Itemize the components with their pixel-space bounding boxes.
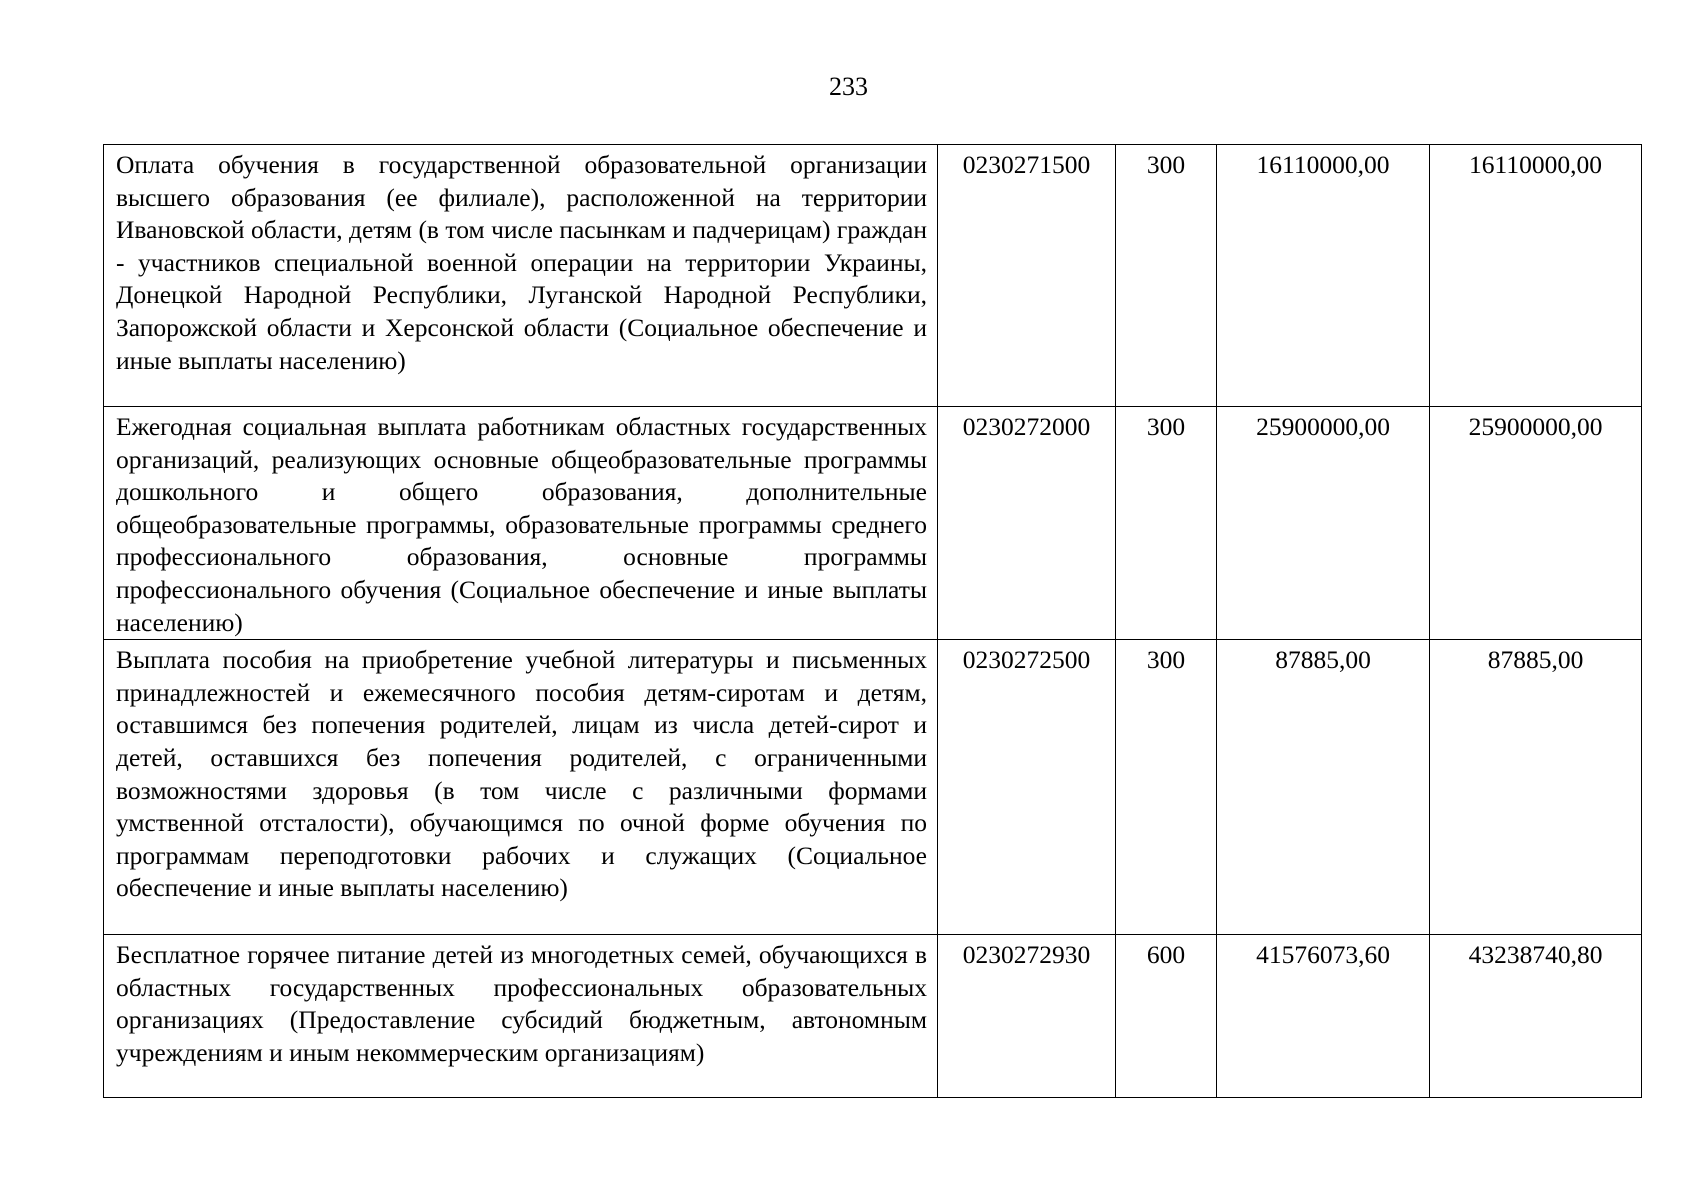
- table-row: [104, 935, 1642, 1098]
- expense-type-code: 300: [1116, 640, 1217, 935]
- expense-type-code: 300: [1116, 407, 1217, 640]
- amount-year-1: 16110000,00: [1217, 145, 1430, 407]
- table-row: [104, 640, 1642, 935]
- budget-table: [103, 144, 1642, 1098]
- expense-type-code: 300: [1116, 145, 1217, 407]
- row-description: Оплата обучения в государственной образовательной организации высшего образования (ее филиале), расположенной на территории Ивановской области, детям (в том числе пасынкам и падчерицам) граждан - участников специальной военной операции на территории Украины, Донецкой Народной Республики, Луганской Народной Республики, Запорожской области и Херсонской области (Социальное обеспечение и иные выплаты населению): [104, 145, 938, 407]
- row-description: Выплата пособия на приобретение учебной литературы и письменных принадлежностей и ежемесячного пособия детям-сиротам и детям, оставшимся без попечения родителей, лицам из числа детей-сирот и детей, оставшихся без попечения родителей, с ограниченными возможностями здоровья (в том числе с различными формами умственной отсталости), обучающимся по очной форме обучения по программам переподготовки рабочих и служащих (Социальное обеспечение и иные выплаты населению): [104, 640, 938, 935]
- table-row: [104, 407, 1642, 640]
- table-row: [104, 145, 1642, 407]
- row-description: Бесплатное горячее питание детей из многодетных семей, обучающихся в областных государственных профессиональных образовательных организациях (Предоставление субсидий бюджетным, автономным учреждениям и иным некоммерческим организациям): [104, 935, 938, 1098]
- amount-year-2: 25900000,00: [1430, 407, 1642, 640]
- amount-year-2: 16110000,00: [1430, 145, 1642, 407]
- amount-year-2: 87885,00: [1430, 640, 1642, 935]
- target-article-code: 0230272500: [938, 640, 1116, 935]
- target-article-code: 0230271500: [938, 145, 1116, 407]
- amount-year-1: 87885,00: [1217, 640, 1430, 935]
- target-article-code: 0230272000: [938, 407, 1116, 640]
- amount-year-2: 43238740,80: [1430, 935, 1642, 1098]
- expense-type-code: 600: [1116, 935, 1217, 1098]
- amount-year-1: 41576073,60: [1217, 935, 1430, 1098]
- target-article-code: 0230272930: [938, 935, 1116, 1098]
- page-number: 233: [829, 72, 868, 101]
- row-description: Ежегодная социальная выплата работникам областных государственных организаций, реализующих основные общеобразовательные программы дошкольного и общего образования, дополнительные общеобразовательные программы, образовательные программы среднего профессионального образования, основные программы профессионального обучения (Социальное обеспечение и иные выплаты населению): [104, 407, 938, 640]
- amount-year-1: 25900000,00: [1217, 407, 1430, 640]
